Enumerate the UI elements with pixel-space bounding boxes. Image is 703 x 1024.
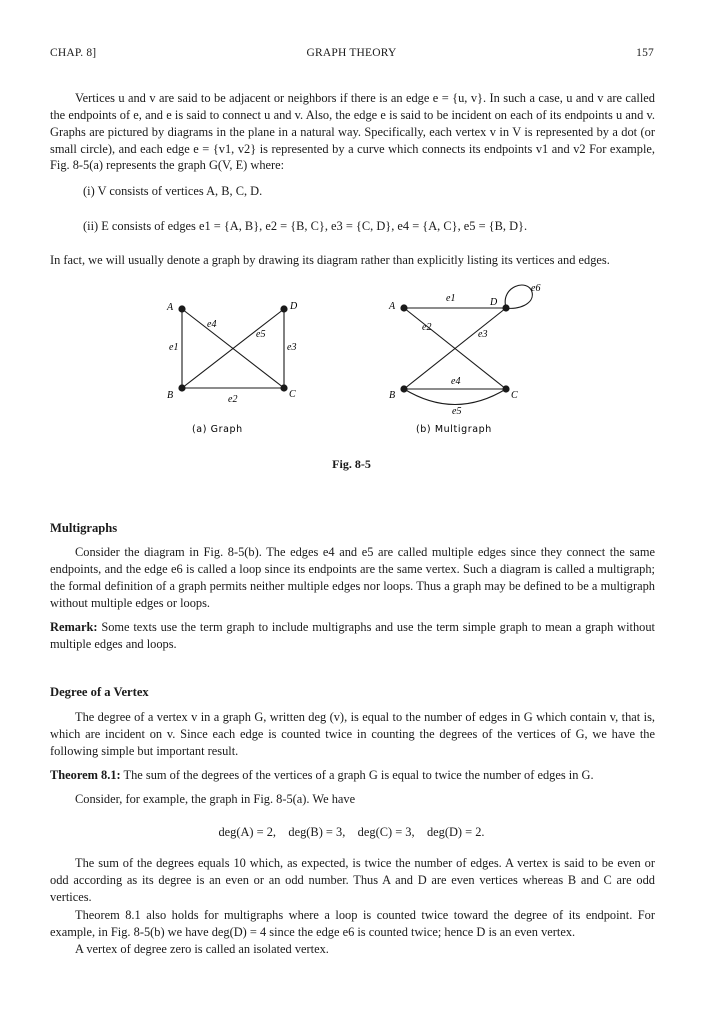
running-title: GRAPH THEORY — [306, 47, 397, 59]
label-a-e5: e5 — [256, 329, 266, 340]
degree-paragraph-4: A vertex of degree zero is called an isolated vertex. — [75, 942, 329, 956]
remark-label: Remark: — [50, 620, 98, 634]
label-a-e4: e4 — [207, 319, 217, 330]
list-item-edges: (ii) E consists of edges e1 = {A, B}, e2 = {B, C}, e3 = {C, D}, e4 = {A, C}, e5 = {B, D}. — [83, 219, 528, 233]
label-b-e3: e3 — [478, 329, 488, 340]
degree-paragraph-2: The sum of the degrees equals 10 which, as expected, is twice the number of edges. A vertex is said to be even or odd according as its degree is an even or an odd number. Thus A and D are even vertices whereas B and C are odd vertices. — [50, 856, 655, 904]
label-b-e4: e4 — [451, 376, 461, 387]
edge-b-e6-loop — [505, 285, 532, 308]
edge-b-e5 — [404, 389, 506, 405]
section-heading-multigraphs: Multigraphs — [50, 521, 118, 535]
vertex-a-C — [280, 384, 287, 391]
degree-paragraph: The degree of a vertex v in a graph G, written deg (v), is equal to the number of edges in G which contain v, that is, which are incident on v. Since each edge is counted twice in counting the degrees of the vertices of G, we have the following simple but important result. — [50, 710, 655, 758]
multigraphs-paragraph: Consider the diagram in Fig. 8-5(b). The edges e4 and e5 are called multiple edges since they connect the same endpoints, and the edge e6 is called a loop since its endpoints are the same vertex. Such a diagram is called a multigraph; the formal definition of a graph permits neither multiple edges nor loops. Thus a graph may be defined to be a multigraph without multiple edges or loops. — [50, 545, 655, 610]
theorem-label: Theorem 8.1: — [50, 768, 121, 782]
degree-equation: deg(A) = 2, deg(B) = 3, deg(C) = 3, deg(D) = 2. — [218, 825, 485, 839]
label-a-e1: e1 — [169, 342, 179, 353]
remark-paragraph — [50, 619, 655, 653]
label-b-D: D — [490, 297, 498, 308]
label-b-e1: e1 — [446, 293, 456, 304]
section-heading-degree: Degree of a Vertex — [50, 685, 149, 699]
page-number: 157 — [636, 47, 654, 59]
label-a-C: C — [289, 389, 296, 400]
graph-b — [404, 285, 532, 404]
figure-8-5 — [0, 280, 703, 440]
degree-paragraph-3: Theorem 8.1 also holds for multigraphs where a loop is counted twice toward the degree of its endpoint. For example, in Fig. 8-5(b) we have deg(D) = 4 since the edge e6 is counted twice; hence D is an even vertex. — [50, 908, 655, 939]
vertex-b-B — [400, 385, 407, 392]
theorem-8-1 — [50, 767, 655, 784]
vertex-b-D — [502, 304, 509, 311]
intro-closing: In fact, we will usually denote a graph by drawing its diagram rather than explicitly listing its vertices and edges. — [50, 253, 610, 267]
remark-text: Some texts use the term graph to include multigraphs and use the term simple graph to mean a graph without multiple edges and loops. — [50, 620, 655, 651]
label-b-C: C — [511, 390, 518, 401]
label-a-e3: e3 — [287, 342, 297, 353]
graph-a — [182, 309, 284, 388]
label-a-A: A — [167, 302, 174, 313]
label-b-e6: e6 — [531, 283, 541, 294]
label-a-D: D — [290, 301, 298, 312]
label-b-A: A — [389, 301, 396, 312]
label-a-e2: e2 — [228, 394, 238, 405]
theorem-text: The sum of the degrees of the vertices of a graph G is equal to twice the number of edges in G. — [123, 768, 594, 782]
label-b-e5: e5 — [452, 406, 462, 417]
chapter-label: CHAP. 8] — [50, 47, 97, 59]
label-b-B: B — [389, 390, 396, 401]
list-item-vertices: (i) V consists of vertices A, B, C, D. — [83, 184, 263, 198]
figure-caption: Fig. 8-5 — [332, 457, 371, 471]
example-intro: Consider, for example, the graph in Fig. 8-5(a). We have — [75, 792, 356, 806]
vertex-a-B — [178, 384, 185, 391]
intro-paragraph: Vertices u and v are said to be adjacent or neighbors if there is an edge e = {u, v}. In such a case, u and v are called the endpoints of e, and e is said to connect u and v. Also, the edge e is said to be incident on each of its endpoints u and v. Graphs are pictured by diagrams in the plane in a natural way. Specifically, each vertex v in V is represented by a dot (or small circle), and each edge e = {v1, v2} is represented by a curve which connects its endpoints v1 and v2 For example, Fig. 8-5(a) represents the graph G(V, E) where: — [50, 91, 655, 173]
label-b-e2: e2 — [422, 322, 432, 333]
subcaption-b: (b) Multigraph — [416, 424, 492, 435]
label-a-B: B — [167, 390, 174, 401]
vertex-b-A — [400, 304, 407, 311]
vertex-a-D — [280, 305, 287, 312]
vertex-a-A — [178, 305, 185, 312]
subcaption-a: (a) Graph — [192, 424, 243, 435]
vertex-b-C — [502, 385, 509, 392]
